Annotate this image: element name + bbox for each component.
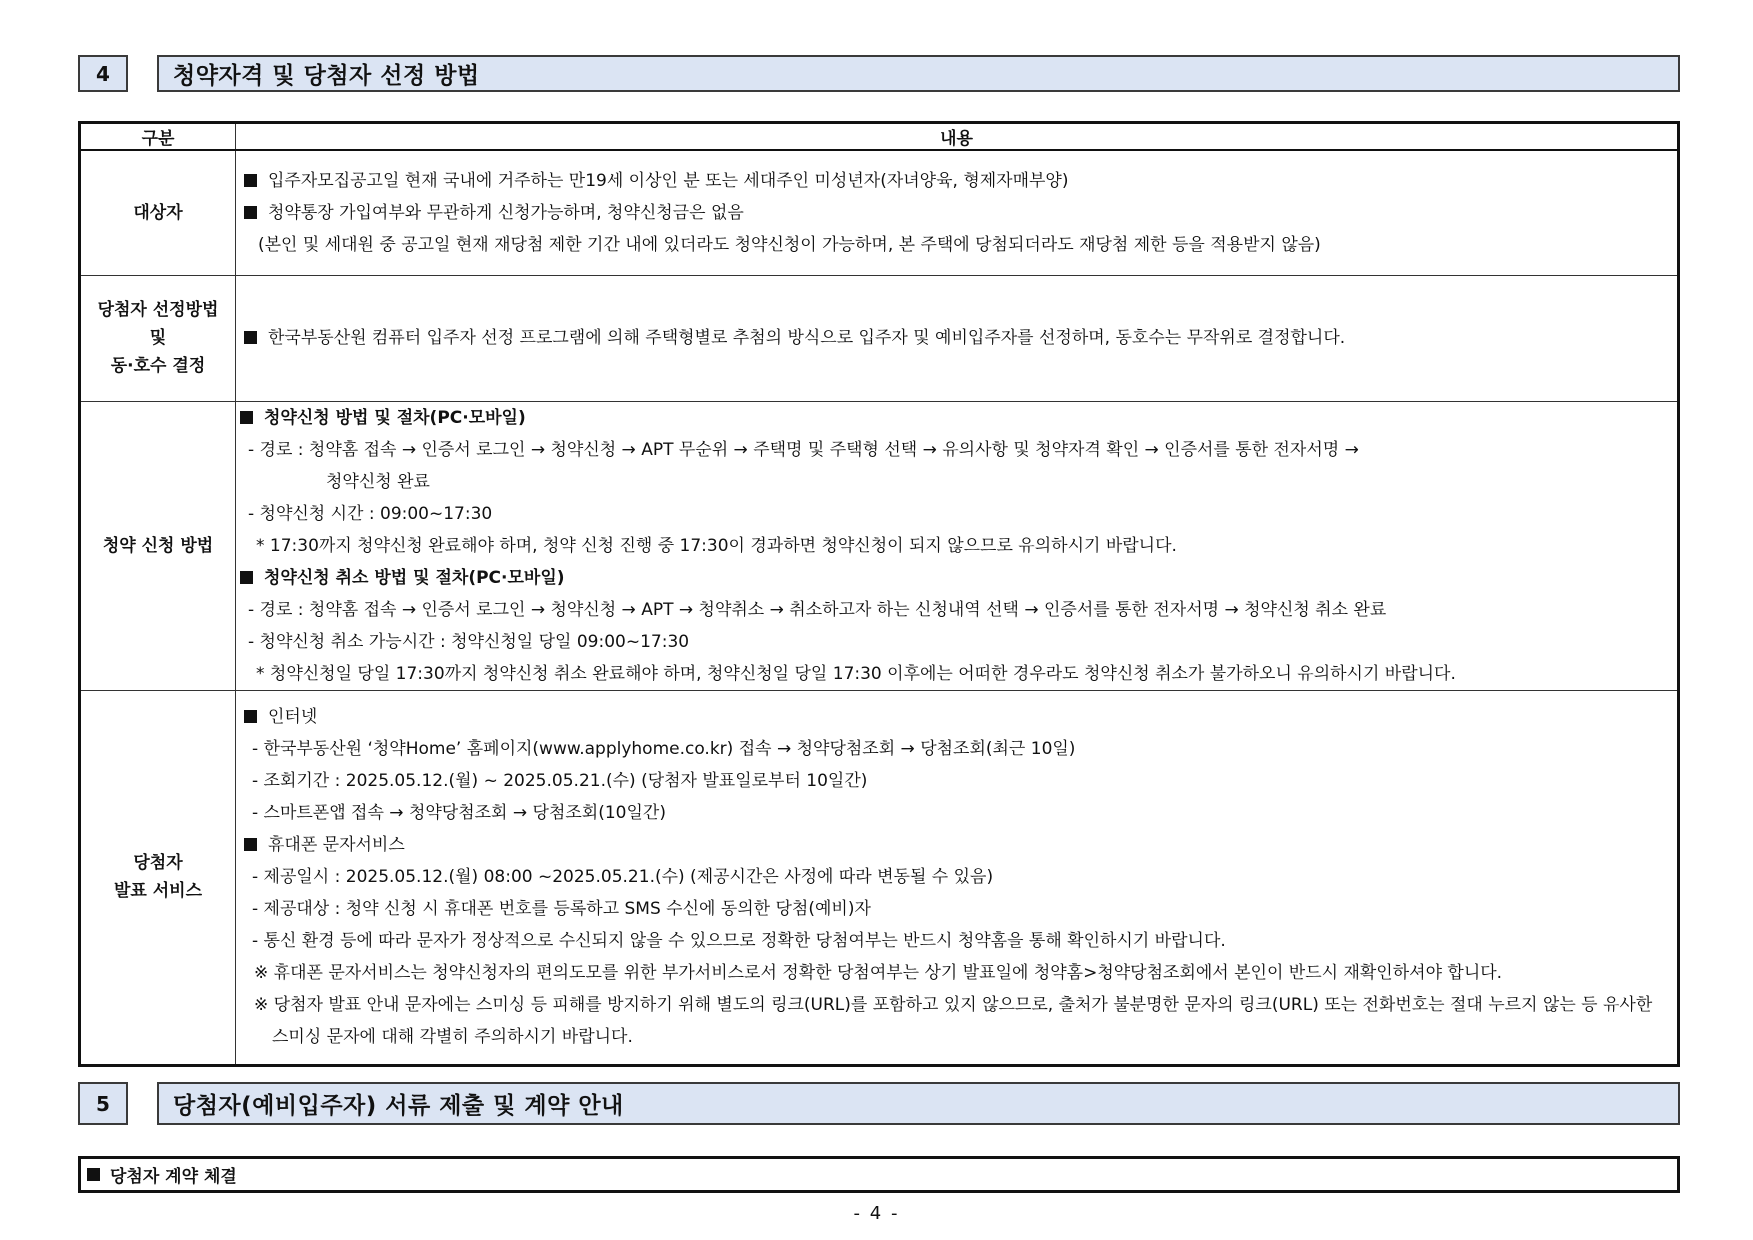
section-5-number: 5 (78, 1082, 128, 1125)
header-content: 내용 (236, 123, 1679, 151)
section-5-title: 당첨자(예비입주자) 서류 제출 및 계약 안내 (157, 1082, 1680, 1125)
list-item: 청약신청 완료 (326, 471, 430, 492)
square-bullet-icon (240, 571, 253, 584)
list-item: - 경로 : 청약홈 접속 → 인증서 로그인 → 청약신청 → APT → 청약취소 → 취소하고자 하는 신청내역 선택 → 인증서를 통한 전자서명 → 청약신청 취소 완료 (248, 599, 1387, 620)
row-target-label: 대상자 (80, 150, 236, 275)
row-application (80, 401, 1679, 690)
square-bullet-icon (87, 1168, 100, 1181)
list-item: - 제공대상 : 청약 신청 시 휴대폰 번호를 등록하고 SMS 수신에 동의한 당첨(예비)자 (252, 899, 871, 919)
row-selection-label: 당첨자 선정방법 및 동·호수 결정 (80, 275, 236, 401)
list-item: 청약신청 취소 방법 및 절차(PC·모바일) (240, 562, 1671, 594)
square-bullet-icon (240, 411, 253, 424)
row-selection-content (236, 275, 1679, 401)
list-item: - 청약신청 취소 가능시간 : 청약신청일 당일 09:00~17:30 (248, 631, 690, 652)
square-bullet-icon (244, 710, 257, 723)
list-item: 한국부동산원 컴퓨터 입주자 선정 프로그램에 의해 주택형별로 추첨의 방식으로 입주자 및 예비입주자를 선정하며, 동호수는 무작위로 결정합니다. (244, 322, 1671, 354)
square-bullet-icon (244, 331, 257, 344)
row-target (80, 150, 1679, 275)
section-4-number: 4 (78, 55, 128, 92)
list-item: ※ 당첨자 발표 안내 문자에는 스미싱 등 피해를 방지하기 위해 별도의 링크(URL)를 포함하고 있지 않으므로, 출처가 불분명한 문자의 링크(URL) 또는 전화번호는 절대 누르지 않는 등 유사한 스미싱 문자에 대해 각별히 주의하시기 바랍니다. (254, 995, 1653, 1047)
header-category: 구분 (80, 123, 236, 151)
list-item: 인터넷 (244, 701, 1669, 733)
list-item: 청약신청 방법 및 절차(PC·모바일) (240, 402, 1671, 434)
square-bullet-icon (244, 206, 257, 219)
eligibility-table (78, 121, 1680, 1067)
contract-bar-label: 당첨자 계약 체결 (110, 1167, 237, 1187)
list-item: 휴대폰 문자서비스 (244, 829, 1669, 861)
list-item: 입주자모집공고일 현재 국내에 거주하는 만19세 이상인 분 또는 세대주인 미성년자(자녀양육, 형제자매부양) (244, 165, 1671, 197)
list-item: * 17:30까지 청약신청 완료해야 하며, 청약 신청 진행 중 17:30이 경과하면 청약신청이 되지 않으므로 유의하시기 바랍니다. (256, 535, 1177, 556)
row-application-label: 청약 신청 방법 (80, 401, 236, 690)
list-item: - 스마트폰앱 접속 → 청약당첨조회 → 당첨조회(10일간) (252, 803, 666, 823)
contract-bar (78, 1156, 1680, 1193)
list-item: * 청약신청일 당일 17:30까지 청약신청 취소 완료해야 하며, 청약신청일 당일 17:30 이후에는 어떠한 경우라도 청약신청 취소가 불가하오니 유의하시기 바랍니다. (256, 663, 1456, 684)
list-item: - 통신 환경 등에 따라 문자가 정상적으로 수신되지 않을 수 있으므로 정확한 당첨여부는 반드시 청약홈을 통해 확인하시기 바랍니다. (252, 931, 1226, 951)
row-announcement (80, 690, 1679, 1065)
table-header-row (80, 123, 1679, 151)
list-item: 청약통장 가입여부와 무관하게 신청가능하며, 청약신청금은 없음 (244, 197, 1671, 229)
row-application-content (236, 401, 1679, 690)
list-item: - 청약신청 시간 : 09:00~17:30 (248, 503, 493, 524)
page-number: - 4 - (853, 1203, 900, 1224)
list-item: - 경로 : 청약홈 접속 → 인증서 로그인 → 청약신청 → APT 무순위 → 주택명 및 주택형 선택 → 유의사항 및 청약자격 확인 → 인증서를 통한 전자서명 → (248, 439, 1359, 460)
row-target-content (236, 150, 1679, 275)
list-item: ※ 휴대폰 문자서비스는 청약신청자의 편의도모를 위한 부가서비스로서 정확한 당첨여부는 상기 발표일에 청약홈>청약당첨조회에서 본인이 반드시 재확인하셔야 합니다. (254, 963, 1503, 983)
square-bullet-icon (244, 838, 257, 851)
row-announcement-content (236, 690, 1679, 1065)
section-4-title: 청약자격 및 당첨자 선정 방법 (157, 55, 1680, 92)
list-item: (본인 및 세대원 중 공고일 현재 재당첨 제한 기간 내에 있더라도 청약신청이 가능하며, 본 주택에 당첨되더라도 재당첨 제한 등을 적용받지 않음) (258, 234, 1321, 255)
row-selection (80, 275, 1679, 401)
row-announcement-label: 당첨자 발표 서비스 (80, 690, 236, 1065)
list-item: - 제공일시 : 2025.05.12.(월) 08:00 ~2025.05.21.(수) (제공시간은 사정에 따라 변동될 수 있음) (252, 867, 994, 887)
list-item: - 한국부동산원 ‘청약Home’ 홈페이지(www.applyhome.co.kr) 접속 → 청약당첨조회 → 당첨조회(최근 10일) (252, 739, 1076, 759)
list-item: - 조회기간 : 2025.05.12.(월) ~ 2025.05.21.(수) (당첨자 발표일로부터 10일간) (252, 771, 868, 791)
square-bullet-icon (244, 174, 257, 187)
